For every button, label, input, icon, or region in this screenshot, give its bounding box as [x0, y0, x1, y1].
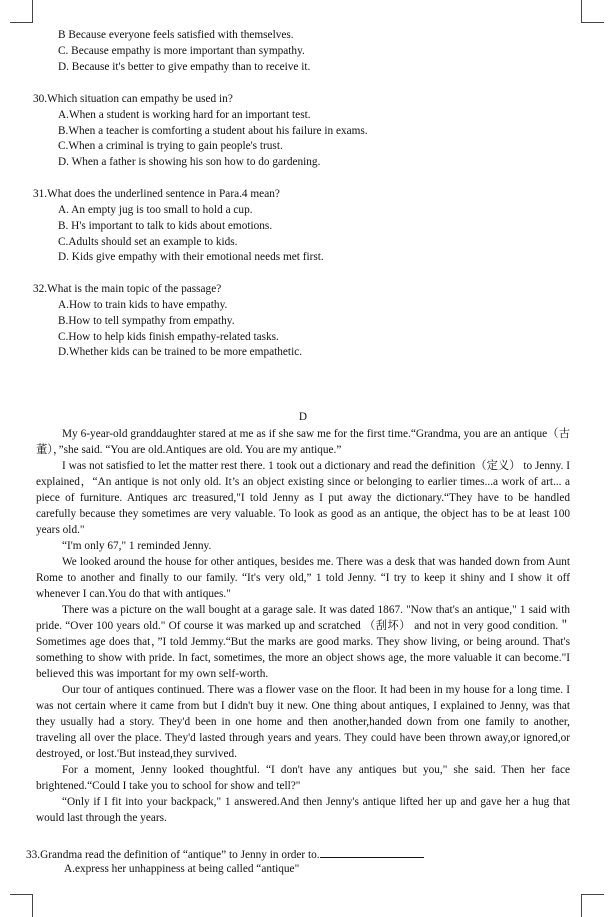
- q29-option-b: B Because everyone feels satisfied with themselves.: [58, 29, 294, 41]
- passage-paragraph: There was a picture on the wall bought at a garage sale. It was dated 1867. "Now that's an antique," 1 said with pride. “Over 100 years old." Of course it was marked up and scratched （刮坏） and not in very good condition.＂Sometimes age does that，”I told Jemmy.“But the marks are good marks. They show living, or being around. That's something to show with pride. In fact, sometimes, the more an object shows age, the more valuable it can become."I believed this was important for my own self-worth.: [36, 604, 570, 680]
- q30-option-b: B.When a teacher is comforting a student about his failure in exams.: [58, 125, 368, 137]
- q31-stem: 31.What does the underlined sentence in Para.4 mean?: [33, 188, 280, 200]
- passage-paragraph: We looked around the house for other antiques, besides me. There was a desk that was handed down from Aunt Rome to another and finally to our family. “It's very old,” 1 told Jenny. “I try to keep it shiny and I show it off whenever I can.You do that with antiques.": [36, 556, 570, 600]
- passage-heading: D: [298, 411, 308, 423]
- q30-option-c: C.When a criminal is trying to gain people's trust.: [58, 140, 283, 152]
- crop-mark-bottom-right: [581, 894, 604, 917]
- crop-mark-bottom-left: [10, 894, 33, 917]
- q32-stem: 32.What is the main topic of the passage?: [33, 283, 222, 295]
- q32-option-a: A.How to train kids to have empathy.: [58, 299, 228, 311]
- q32-option-d: D.Whether kids can be trained to be more empathetic.: [58, 346, 303, 358]
- q30-option-a: A.When a student is working hard for an important test.: [58, 109, 311, 121]
- q29-option-c: C. Because empathy is more important than sympathy.: [58, 45, 305, 57]
- q33-option-a: A.express her unhappiness at being called “antique": [64, 863, 300, 875]
- crop-mark-top-right: [581, 0, 604, 23]
- q33-stem-line: [26, 846, 424, 862]
- passage-paragraph: “I'm only 67," 1 reminded Jenny.: [62, 540, 212, 552]
- passage-paragraph: “Only if I fit into your backpack," 1 answered.And then Jenny's antique lifted her up and gave her a hug that would last through the years.: [36, 796, 570, 824]
- q30-stem: 30.Which situation can empathy be used in?: [33, 93, 233, 105]
- passage-paragraph: For a moment, Jenny looked thoughtful. “I don't have any antiques but you," she said. Then her face brightened.“Could I take you to school for show and tell?": [36, 764, 570, 792]
- passage-paragraph: My 6-year-old granddaughter stared at me as if she saw me for the first time.“Grandma, you are an antique（古董），”she said. “You are old.Antiques are old. You are my antique.”: [36, 428, 570, 456]
- q31-option-b: B. H's important to talk to kids about emotions.: [58, 220, 273, 232]
- answer-blank: [320, 846, 424, 858]
- q31-option-d: D. Kids give empathy with their emotional needs met first.: [58, 251, 324, 263]
- q30-option-d: D. When a father is showing his son how to do gardening.: [58, 156, 321, 168]
- q31-option-a: A. An empty jug is too small to hold a cup.: [58, 204, 253, 216]
- passage-paragraph: I was not satisfied to let the matter rest there. 1 took out a dictionary and read the definition（定义） to Jenny. I explained，“An antique is not only old. It’s an object existing since or belonging to earlier times...a work of art... a piece of furniture. Antiques arc treasured,"I told Jenny as I put away the dictionary.“They have to be handled carefully because they sometimes are very valuable. To look as good as an antique, the object has to be at least 100 years old.": [36, 460, 570, 536]
- passage-d: [36, 409, 570, 826]
- q33-stem: 33.Grandma read the definition of “antique” to Jenny in order to.: [26, 849, 320, 861]
- crop-mark-top-left: [10, 0, 33, 23]
- q31-option-c: C.Adults should set an example to kids.: [58, 236, 238, 248]
- q32-option-c: C.How to help kids finish empathy-related tasks.: [58, 331, 279, 343]
- passage-paragraph: Our tour of antiques continued. There was a flower vase on the floor. It had been in my house for a long time. I was not certain where it came from but I didn't buy it new. One thing about antiques, I explained to Jenny, was that they usually had a story. They'd been in one home and then another,handed down from one family to another, traveling all over the place. They'd lasted through years and years. They could have been thrown away,or ignored,or destroyed, or lost.'But instead,they survived.: [36, 684, 570, 760]
- q29-option-d: D. Because it's better to give empathy than to receive it.: [58, 61, 311, 73]
- q32-option-b: B.How to tell sympathy from empathy.: [58, 315, 235, 327]
